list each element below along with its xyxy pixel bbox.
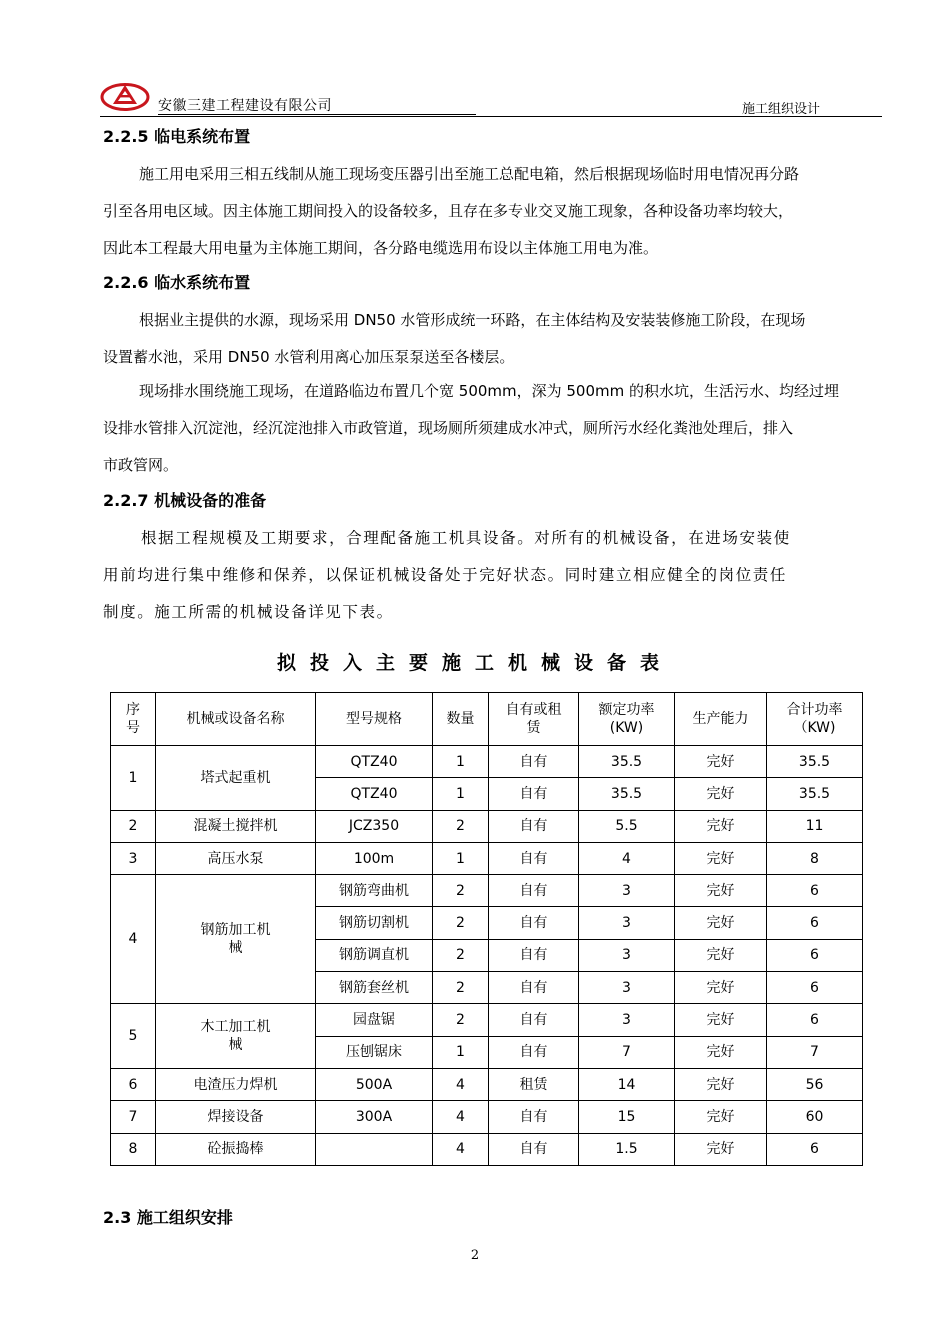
cell-total: 6: [767, 1133, 863, 1165]
cell-qty: 2: [433, 875, 489, 907]
cell-own: 自有: [489, 842, 579, 874]
company-underline: [158, 114, 476, 115]
cell-equipment-name: 砼振捣棒: [156, 1133, 316, 1165]
paragraph-line: 根据业主提供的水源，现场采用 DN50 水管形成统一环路，在主体结构及安装装修施工阶段，在现场: [139, 311, 806, 329]
cell-no: 3: [111, 842, 156, 874]
cell-no: 4: [111, 875, 156, 1004]
cell-model: 钢筋弯曲机: [316, 875, 433, 907]
cell-cap: 完好: [675, 1068, 767, 1100]
cell-own: 租赁: [489, 1068, 579, 1100]
cell-cap: 完好: [675, 1101, 767, 1133]
cell-total: 8: [767, 842, 863, 874]
cell-equipment-name: 混凝土搅拌机: [156, 810, 316, 842]
cell-power: 1.5: [579, 1133, 675, 1165]
cell-model: JCZ350: [316, 810, 433, 842]
cell-cap: 完好: [675, 875, 767, 907]
page-number: 2: [470, 1248, 480, 1263]
cell-qty: 2: [433, 907, 489, 939]
cell-equipment-name: 塔式起重机: [156, 746, 316, 811]
company-logo-icon: [100, 82, 150, 112]
cell-power: 4: [579, 842, 675, 874]
cell-power: 3: [579, 907, 675, 939]
cell-model: 500A: [316, 1068, 433, 1100]
cell-own: 自有: [489, 746, 579, 778]
cell-model: 压刨锯床: [316, 1036, 433, 1068]
document-type: 施工组织设计: [741, 102, 820, 117]
cell-no: 1: [111, 746, 156, 811]
paragraph-line: 施工用电采用三相五线制从施工现场变压器引出至施工总配电箱，然后根据现场临时用电情况再分路: [139, 165, 800, 183]
table-header-row: [111, 693, 863, 746]
cell-total: 6: [767, 907, 863, 939]
cell-own: 自有: [489, 1133, 579, 1165]
table-row: [111, 1101, 863, 1133]
cell-qty: 2: [433, 1004, 489, 1036]
cell-model: [316, 1133, 433, 1165]
paragraph-line: 因此本工程最大用电量为主体施工期间，各分路电缆选用布设以主体施工用电为准。: [103, 239, 659, 257]
table-row: [111, 875, 863, 907]
cell-equipment-name: 钢筋加工机械: [156, 875, 316, 1004]
paragraph-line: 引至各用电区域。因主体施工期间投入的设备较多，且存在多专业交叉施工现象，各种设备功率均较大，: [103, 202, 794, 220]
section-heading-2-2-5: 2.2.5 临电系统布置: [103, 127, 251, 146]
cell-cap: 完好: [675, 842, 767, 874]
cell-power: 5.5: [579, 810, 675, 842]
cell-own: 自有: [489, 1004, 579, 1036]
cell-qty: 4: [433, 1068, 489, 1100]
cell-total: 35.5: [767, 746, 863, 778]
company-name: 安徽三建工程建设有限公司: [158, 98, 332, 114]
cell-no: 5: [111, 1004, 156, 1069]
paragraph-line: 根据工程规模及工期要求，合理配备施工机具设备。对所有的机械设备，在进场安装使: [141, 529, 791, 547]
cell-power: 3: [579, 1004, 675, 1036]
cell-no: 2: [111, 810, 156, 842]
cell-power: 35.5: [579, 778, 675, 810]
cell-cap: 完好: [675, 746, 767, 778]
cell-own: 自有: [489, 1101, 579, 1133]
cell-power: 35.5: [579, 746, 675, 778]
cell-total: 11: [767, 810, 863, 842]
cell-cap: 完好: [675, 810, 767, 842]
cell-qty: 2: [433, 939, 489, 971]
cell-model: 钢筋切割机: [316, 907, 433, 939]
cell-no: 8: [111, 1133, 156, 1165]
cell-model: 300A: [316, 1101, 433, 1133]
cell-total: 35.5: [767, 778, 863, 810]
cell-cap: 完好: [675, 907, 767, 939]
cell-total: 7: [767, 1036, 863, 1068]
cell-own: 自有: [489, 875, 579, 907]
cell-power: 15: [579, 1101, 675, 1133]
header-capacity: 生产能力: [675, 693, 767, 746]
cell-qty: 2: [433, 972, 489, 1004]
table-row: [111, 842, 863, 874]
table-row: [111, 1068, 863, 1100]
cell-own: 自有: [489, 1036, 579, 1068]
table-row: [111, 1004, 863, 1036]
cell-qty: 1: [433, 1036, 489, 1068]
cell-qty: 1: [433, 778, 489, 810]
cell-model: 100m: [316, 842, 433, 874]
cell-model: 钢筋套丝机: [316, 972, 433, 1004]
paragraph-line: 现场排水围绕施工现场，在道路临边布置几个宽 500mm，深为 500mm 的积水坑，生活污水、均经过埋: [139, 382, 840, 400]
header-model: 型号规格: [316, 693, 433, 746]
header-qty: 数量: [433, 693, 489, 746]
cell-qty: 1: [433, 842, 489, 874]
paragraph-line: 设置蓄水池，采用 DN50 水管利用离心加压泵泵送至各楼层。: [103, 348, 515, 366]
cell-total: 6: [767, 939, 863, 971]
cell-cap: 完好: [675, 1133, 767, 1165]
page-header: [100, 82, 882, 116]
paragraph-line: 设排水管排入沉淀池，经沉淀池排入市政管道，现场厕所须建成水冲式，厕所污水经化粪池处理后，排入: [103, 419, 794, 437]
section-heading-2-2-6: 2.2.6 临水系统布置: [103, 273, 251, 292]
cell-equipment-name: 焊接设备: [156, 1101, 316, 1133]
paragraph-line: 制度。施工所需的机械设备详见下表。: [103, 603, 394, 621]
paragraph-line: 市政管网。: [103, 456, 179, 474]
cell-qty: 4: [433, 1133, 489, 1165]
paragraph-line: 用前均进行集中维修和保养，以保证机械设备处于完好状态。同时建立相应健全的岗位责任: [103, 566, 788, 584]
section-heading-2-2-7: 2.2.7 机械设备的准备: [103, 491, 267, 510]
header-rule: [100, 116, 882, 117]
cell-power: 3: [579, 875, 675, 907]
cell-model: QTZ40: [316, 746, 433, 778]
equipment-table: [110, 692, 863, 1166]
header-own: 自有或租赁: [489, 693, 579, 746]
cell-own: 自有: [489, 939, 579, 971]
cell-equipment-name: 木工加工机械: [156, 1004, 316, 1069]
table-row: [111, 1133, 863, 1165]
cell-power: 3: [579, 939, 675, 971]
cell-cap: 完好: [675, 972, 767, 1004]
table-title: 拟投入主要施工机械设备表: [276, 652, 673, 674]
cell-cap: 完好: [675, 1036, 767, 1068]
cell-no: 7: [111, 1101, 156, 1133]
cell-equipment-name: 电渣压力焊机: [156, 1068, 316, 1100]
cell-qty: 4: [433, 1101, 489, 1133]
cell-total: 6: [767, 972, 863, 1004]
cell-total: 60: [767, 1101, 863, 1133]
cell-cap: 完好: [675, 939, 767, 971]
header-no: 序号: [111, 693, 156, 746]
cell-qty: 2: [433, 810, 489, 842]
cell-total: 6: [767, 875, 863, 907]
cell-own: 自有: [489, 972, 579, 1004]
table-row: [111, 746, 863, 778]
header-total: 合计功率（KW): [767, 693, 863, 746]
cell-power: 3: [579, 972, 675, 1004]
cell-model: 园盘锯: [316, 1004, 433, 1036]
cell-own: 自有: [489, 810, 579, 842]
cell-cap: 完好: [675, 1004, 767, 1036]
header-name: 机械或设备名称: [156, 693, 316, 746]
cell-model: 钢筋调直机: [316, 939, 433, 971]
cell-total: 56: [767, 1068, 863, 1100]
cell-no: 6: [111, 1068, 156, 1100]
cell-equipment-name: 高压水泵: [156, 842, 316, 874]
cell-own: 自有: [489, 907, 579, 939]
cell-qty: 1: [433, 746, 489, 778]
cell-power: 7: [579, 1036, 675, 1068]
cell-total: 6: [767, 1004, 863, 1036]
section-heading-2-3: 2.3 施工组织安排: [103, 1208, 233, 1227]
cell-model: QTZ40: [316, 778, 433, 810]
header-power: 额定功率(KW): [579, 693, 675, 746]
cell-cap: 完好: [675, 778, 767, 810]
table-row: [111, 810, 863, 842]
cell-own: 自有: [489, 778, 579, 810]
cell-power: 14: [579, 1068, 675, 1100]
